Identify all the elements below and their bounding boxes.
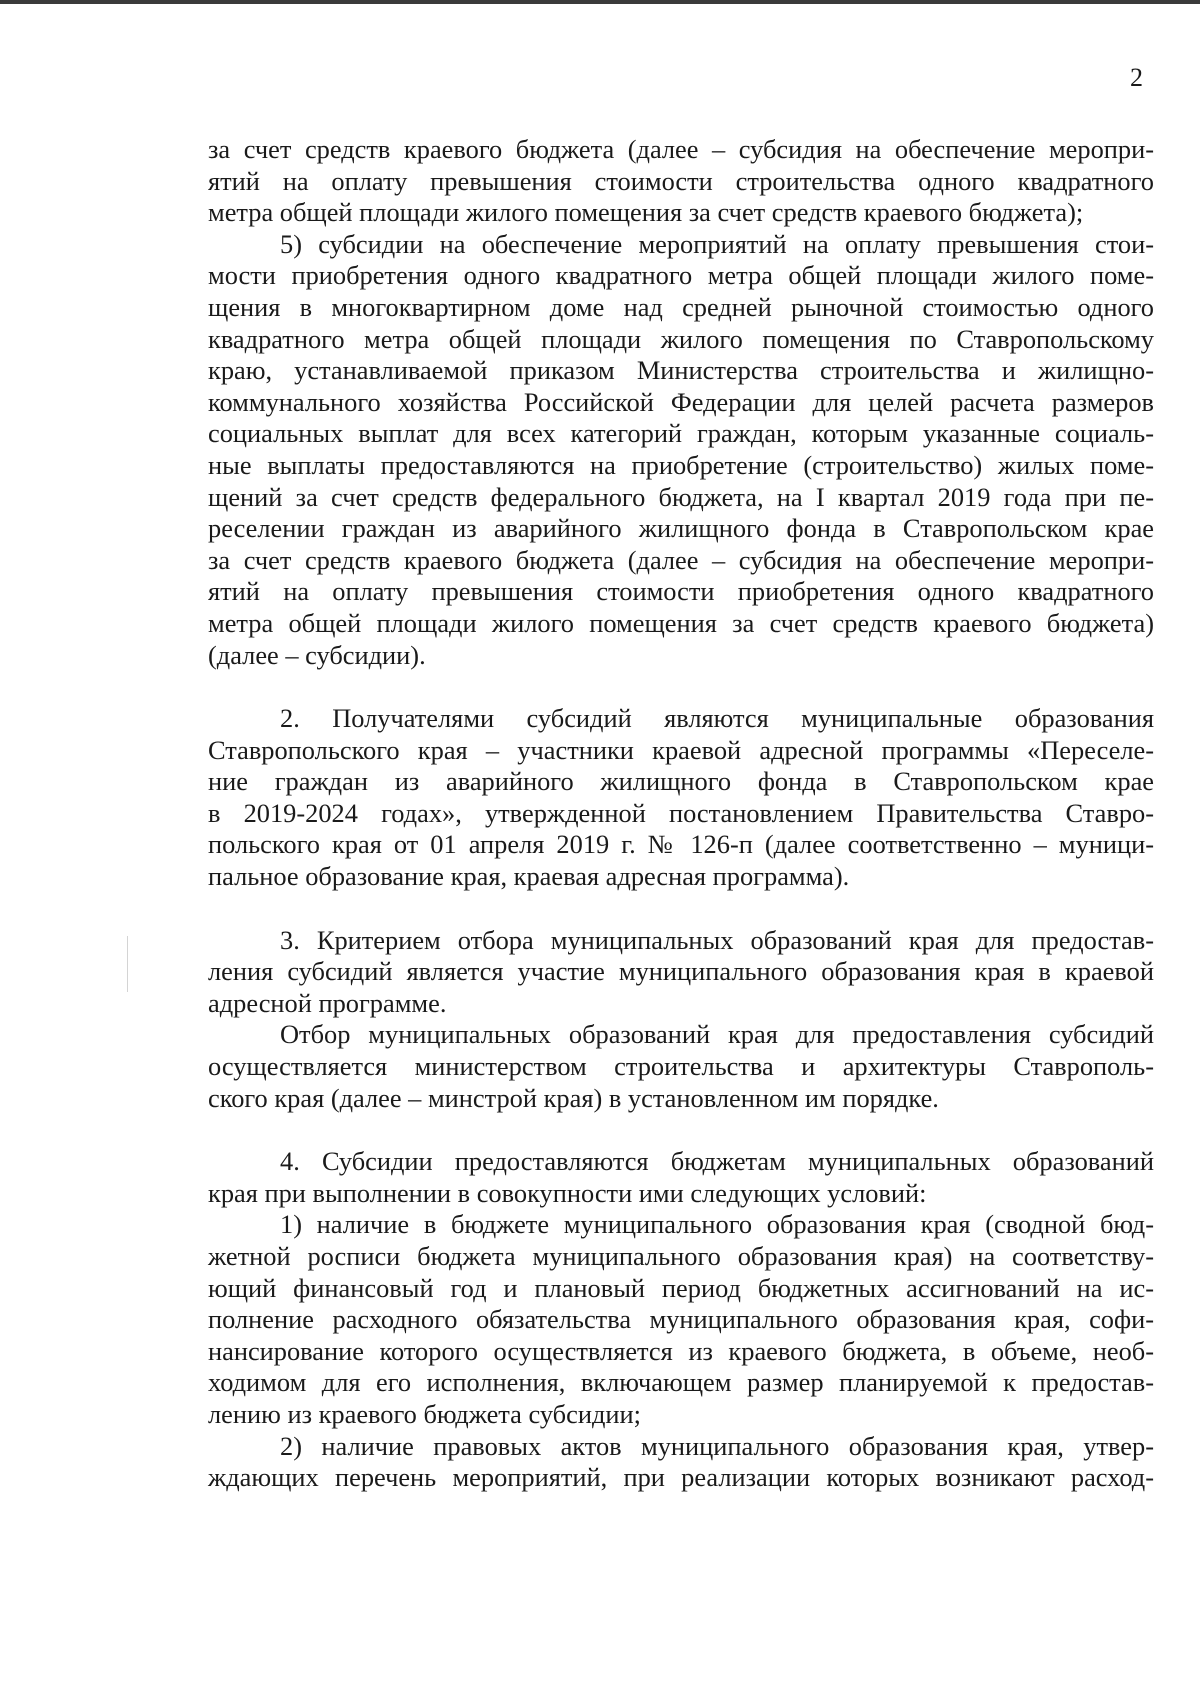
text-line: 2) наличие правовых актов муниципального образования края, утвер- (280, 1430, 1154, 1461)
text-line: осуществляется министерством строительства и архитектуры Ставрополь- (208, 1051, 1154, 1082)
page-number: 2 (1130, 63, 1143, 92)
text-line: социальных выплат для всех категорий граждан, которым указанные социаль- (208, 418, 1154, 449)
text-line: адресной программе. (208, 987, 447, 1018)
paragraph-item-4-continuation (208, 134, 1154, 229)
paragraph-gap (208, 1114, 1154, 1146)
text-line: за счет средств краевого бюджета (далее – субсидия на обеспечение меропри- (208, 544, 1154, 575)
text-line: жетной росписи бюджета муниципального образования края) на соответству- (208, 1241, 1154, 1271)
paragraph-condition-2 (208, 1431, 1154, 1494)
text-line: ние граждан из аварийного жилищного фонда в Ставропольском крае (208, 766, 1154, 797)
text-line: мости приобретения одного квадратного метра общей площади жилого поме- (208, 260, 1154, 291)
text-line: метра общей площади жилого помещения за счет средств краевого бюджета) (208, 607, 1154, 638)
paragraph-section-3-selection (208, 1019, 1154, 1114)
text-line: 1) наличие в бюджете муниципального образования края (сводной бюд- (280, 1209, 1154, 1240)
paragraph-gap (208, 893, 1154, 925)
text-line: квадратного метра общей площади жилого помещения по Ставропольскому (208, 323, 1154, 354)
scan-margin-mark (127, 936, 128, 992)
text-line: краю, устанавливаемой приказом Министерства строительства и жилищно- (208, 355, 1154, 386)
text-line: ющий финансовый год и плановый период бюджетных ассигнований на ис- (208, 1272, 1154, 1303)
text-line: щения в многоквартирном доме над средней рыночной стоимостью одного (208, 291, 1154, 322)
text-line: щений за счет средств федерального бюджета, на I квартал 2019 года при пе- (208, 481, 1154, 512)
text-line: 5) субсидии на обеспечение мероприятий на оплату превышения стои- (280, 228, 1154, 259)
text-line: ные выплаты предоставляются на приобретение (строительство) жилых поме- (208, 449, 1154, 480)
paragraph-section-3 (208, 925, 1154, 1020)
text-line: лению из краевого бюджета субсидии; (208, 1398, 641, 1429)
text-line: реселении граждан из аварийного жилищного фонда в Ставропольском крае (208, 513, 1154, 544)
text-line: за счет средств краевого бюджета (далее – субсидия на обеспечение меропри- (208, 134, 1154, 164)
paragraph-condition-1 (208, 1209, 1154, 1430)
text-line: метра общей площади жилого помещения за счет средств краевого бюджета); (208, 197, 1084, 228)
scan-top-edge (0, 0, 1200, 4)
text-line: края при выполнении в совокупности ими следующих условий: (208, 1177, 927, 1208)
text-line: коммунального хозяйства Российской Федерации для целей расчета размеров (208, 386, 1154, 417)
text-line: польского края от 01 апреля 2019 г. № 126-п (далее соответственно – муници- (208, 829, 1154, 860)
paragraph-section-2 (208, 703, 1154, 893)
text-line: ходимом для его исполнения, включающем размер планируемой к предостав- (208, 1367, 1154, 1398)
text-line: ятий на оплату превышения стоимости приобретения одного квадратного (208, 576, 1154, 607)
text-line: нансирование которого осуществляется из краевого бюджета, в объеме, необ- (208, 1335, 1154, 1366)
text-line: ления субсидий является участие муниципального образования края в краевой (208, 956, 1154, 987)
text-line: пальное образование края, краевая адресная программа). (208, 861, 850, 892)
text-line: Ставропольского края – участники краевой адресной программы «Переселе- (208, 734, 1154, 765)
text-line: ского края (далее – минстрой края) в установленном им порядке. (208, 1082, 939, 1113)
text-line: ятий на оплату превышения стоимости строительства одного квадратного (208, 165, 1154, 196)
text-line: 3. Критерием отбора муниципальных образований края для предостав- (280, 924, 1154, 955)
document-body (208, 134, 1154, 1494)
text-line: (далее – субсидии). (208, 639, 426, 670)
text-line: 4. Субсидии предоставляются бюджетам муниципальных образований (280, 1146, 1154, 1177)
text-line: 2. Получателями субсидий являются муниципальные образования (280, 703, 1154, 734)
text-line: Отбор муниципальных образований края для предоставления субсидий (280, 1019, 1154, 1050)
text-line: ждающих перечень мероприятий, при реализации которых возникают расход- (208, 1462, 1154, 1493)
paragraph-section-4 (208, 1146, 1154, 1209)
text-line: полнение расходного обязательства муниципального образования края, софи- (208, 1304, 1154, 1335)
paragraph-item-5 (208, 229, 1154, 671)
text-line: в 2019-2024 годах», утвержденной постановлением Правительства Ставро- (208, 797, 1154, 828)
paragraph-gap (208, 671, 1154, 703)
